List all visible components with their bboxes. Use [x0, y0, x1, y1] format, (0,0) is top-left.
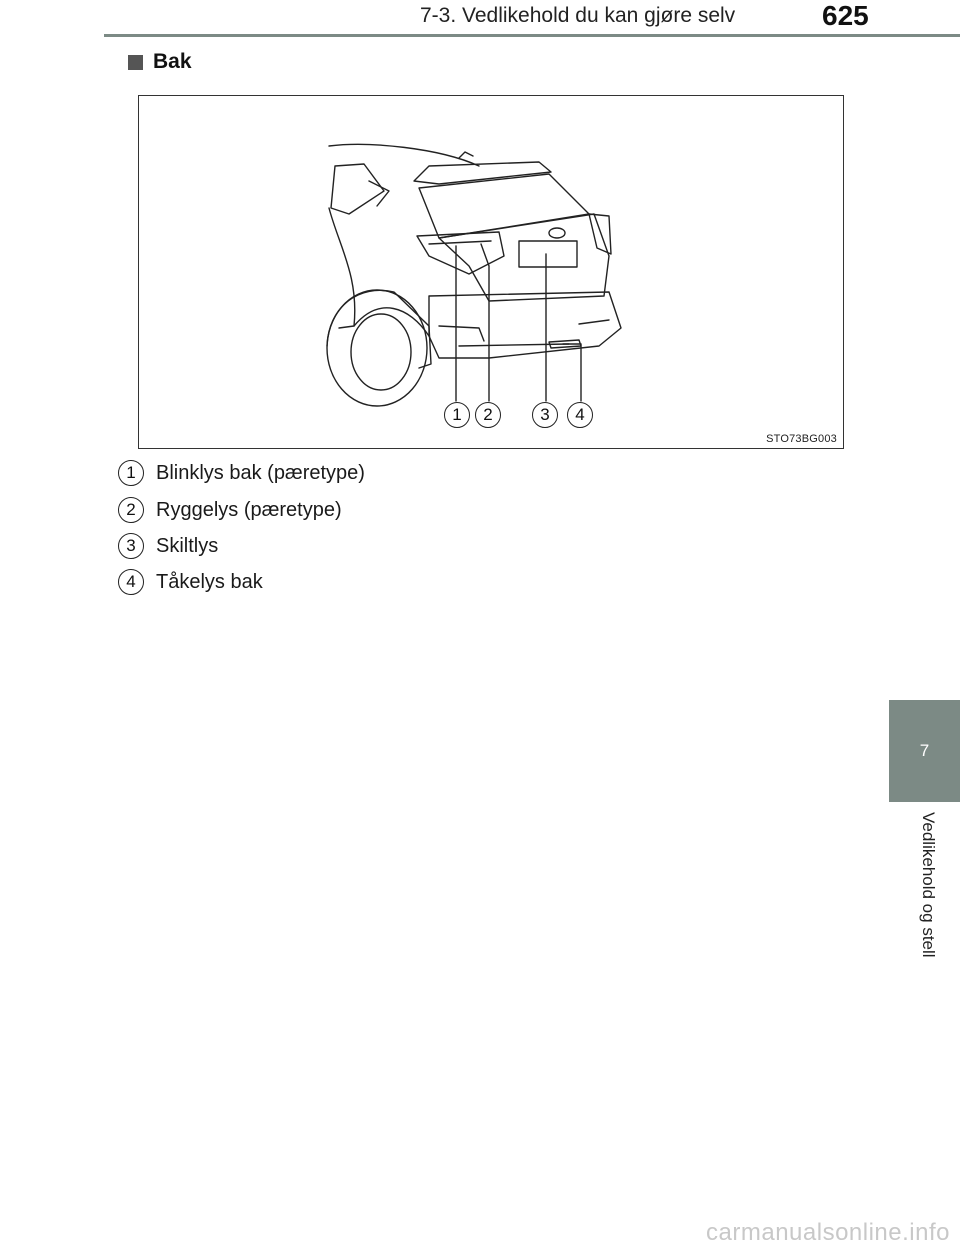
right-tail-lamp [589, 214, 611, 254]
page-number: 625 [822, 0, 869, 31]
legend-number-badge: 2 [118, 497, 144, 523]
figure-callout-1 [444, 402, 470, 428]
legend-item-1 [118, 459, 365, 487]
rear-lights-figure [138, 95, 844, 449]
callout-line-4 [563, 344, 581, 401]
wheel-rim [351, 314, 411, 390]
side-window [331, 164, 384, 214]
tailgate [439, 214, 609, 301]
figure-code: STO73BG003 [766, 433, 837, 445]
legend-number-badge: 3 [118, 533, 144, 559]
car-rear-illustration [139, 96, 845, 450]
callout-number: 3 [540, 405, 550, 424]
figure-callout-3 [532, 402, 558, 428]
legend-text: Ryggelys (pæretype) [156, 498, 342, 521]
left-tail-lamp [417, 232, 504, 274]
section-heading-text: Bak [153, 50, 192, 73]
legend-number-badge: 4 [118, 569, 144, 595]
emblem [549, 228, 565, 238]
chapter-number: 7 [919, 741, 930, 760]
callout-number: 4 [575, 405, 585, 424]
body-side [329, 208, 355, 328]
legend-text: Skiltlys [156, 534, 219, 557]
legend-item-4 [118, 568, 263, 596]
running-header-title: 7-3. Vedlikehold du kan gjøre selv [420, 4, 736, 27]
section-heading [128, 50, 192, 74]
legend-item-2 [118, 496, 342, 524]
chapter-tab [889, 700, 960, 802]
callout-number: 1 [452, 405, 462, 424]
roof-line [329, 144, 479, 166]
license-plate [519, 241, 577, 267]
callout-number: 2 [483, 405, 493, 424]
footer-watermark: carmanualsonline.info [706, 1219, 950, 1246]
figure-callout-2 [475, 402, 501, 428]
legend-number-badge: 1 [118, 460, 144, 486]
legend-text: Tåkelys bak [156, 570, 263, 593]
square-bullet-icon [128, 55, 143, 70]
rear-bumper [429, 292, 621, 358]
legend-item-3 [118, 532, 218, 560]
legend-text: Blinklys bak (pæretype) [156, 461, 365, 484]
header-rule [104, 34, 960, 37]
figure-callout-4 [567, 402, 593, 428]
chapter-label: Vedlikehold og stell [919, 812, 938, 958]
